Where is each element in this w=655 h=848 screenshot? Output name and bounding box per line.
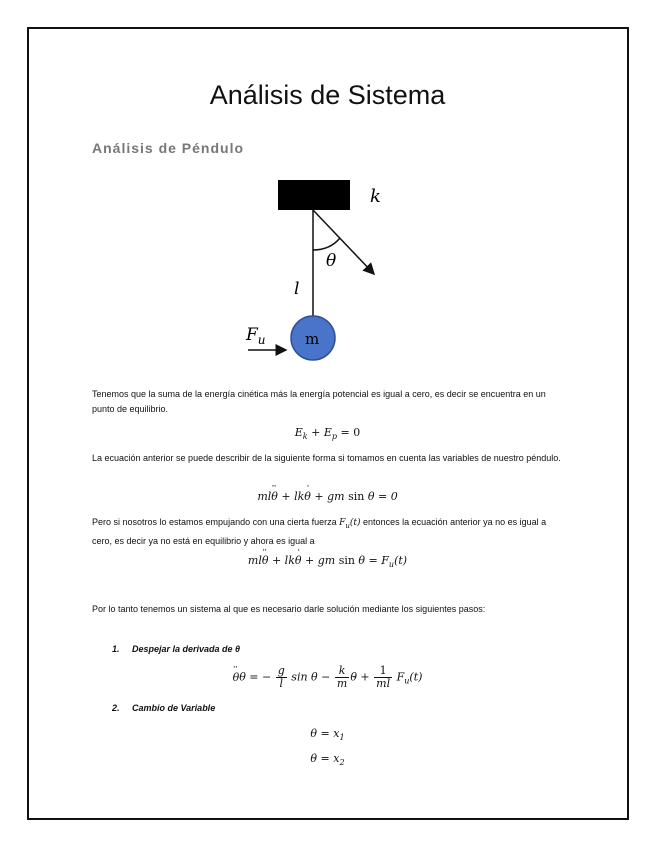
- paragraph-forced: Pero si nosotros lo estamos empujando con una cierta fuerza $F_u(t)$ entonces la ecuación anterior ya no es igual a cero, es decir ya no está en equilibrio y ahora es igual a: [92, 517, 547, 546]
- pendulum-support-block: [278, 180, 350, 210]
- section-title: Análisis de Péndulo: [92, 140, 245, 156]
- document-title: Análisis de Sistema: [209, 80, 446, 110]
- step-2: 2. Cambio de Variable: [112, 703, 216, 713]
- equation-homogeneous: mlθ ¨ + lkθ ˙ + gm sin θ = 0: [0, 490, 655, 503]
- length-label: l: [294, 279, 300, 299]
- equation-forced: mlθ ¨ + lkθ ˙ + gm $\sin \theta = F_u(t)$: [0, 554, 655, 569]
- step-1: 1. Despejar la derivada de θ: [112, 644, 241, 654]
- force-label: [245, 325, 266, 347]
- angle-reference-arrow: [313, 210, 374, 274]
- angle-arc: [313, 238, 340, 250]
- pendulum-figure: [220, 170, 450, 370]
- force-label-main: F: [246, 325, 258, 345]
- paragraph-steps-intro: Por lo tanto tenemos un sistema al que es necesario darle solución mediante los siguientes pasos:: [92, 604, 486, 614]
- mass-label: m: [305, 330, 320, 348]
- equation-variable-2: $\theta = x_2$: [310, 752, 345, 768]
- paragraph-energy: Tenemos que la suma de la energía cinética más la energía potencial es igual a cero, es decir se encuentra en un punto de equilibrio.: [92, 389, 546, 414]
- paragraph-describe: La ecuación anterior se puede describir de la siguiente forma si tomamos en cuenta las variables de nuestro péndulo.: [92, 453, 561, 463]
- force-label-sub: u: [257, 333, 266, 347]
- equation-solved: θ ¨θ = − $\frac{g}{l}$ sin θ − $\frac{k}{m}$ θ + $\frac{1}{ml}$ $F_u(t)$: [0, 665, 655, 690]
- equation-variable-1: $\theta = x_1$: [310, 727, 345, 743]
- spring-constant-label: k: [370, 186, 381, 207]
- angle-label: θ: [326, 251, 337, 271]
- equation-energy: $E_k + E_p = 0$: [294, 426, 361, 442]
- pendulum-diagram: [220, 170, 450, 370]
